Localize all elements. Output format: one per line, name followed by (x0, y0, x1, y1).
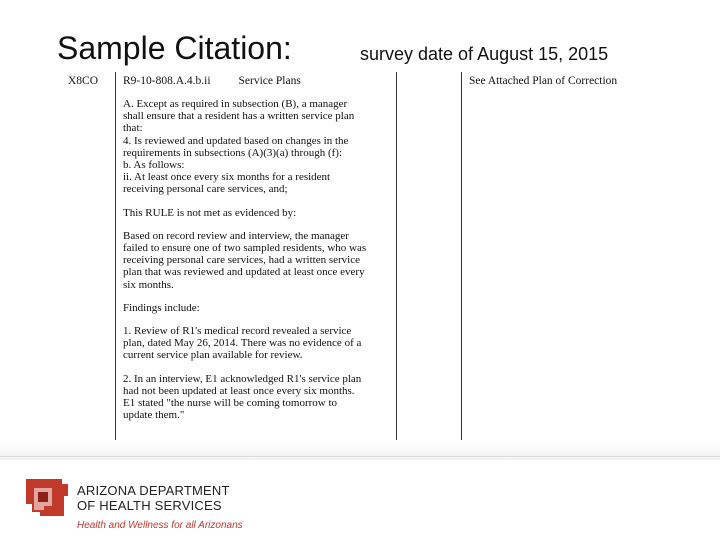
citation-line: Findings include: (123, 301, 200, 314)
citation-line: failed to ensure one of two sampled residents, who was (123, 242, 367, 255)
citation-line: 4. Is reviewed and updated based on changes in the (123, 134, 349, 147)
citation-document (0, 72, 720, 444)
citation-tag: X8CO (68, 75, 99, 87)
citation-line: current service plan available for review. (123, 349, 303, 362)
rule-number: R9-10-808.A.4.b.ii (123, 75, 211, 87)
column-divider (115, 72, 116, 440)
citation-line: receiving personal care services, had a written service (123, 254, 360, 267)
citation-paragraph (123, 302, 391, 314)
citation-line: requirements in subsections (A)(3)(a) through (f): (123, 146, 343, 159)
citation-line: had not been updated at least once every six months. (123, 384, 355, 397)
citation-line: Based on record review and interview, the manager (123, 229, 349, 242)
page-title: Sample Citation: (57, 30, 292, 66)
citation-line: b. As follows: (123, 159, 185, 172)
citation-line: ii. At least once every six months for a resident (123, 171, 331, 184)
citation-line: that: (123, 122, 143, 135)
citation-paragraph (123, 98, 391, 196)
citation-paragraph (123, 325, 391, 362)
citation-line: This RULE is not met as evidenced by: (123, 206, 297, 219)
citation-line: A. Except as required in subsection (B), a manager (123, 98, 348, 110)
survey-date-subtitle: survey date of August 15, 2015 (360, 44, 609, 64)
footer-divider (0, 456, 720, 457)
citation-line: 1. Review of R1's medical record revealed a service (123, 325, 352, 338)
citation-line: plan that was reviewed and updated at least once every (123, 266, 365, 279)
org-name-line2: OF HEALTH SERVICES (77, 498, 222, 513)
column-divider (461, 72, 462, 440)
citation-body (123, 98, 391, 432)
citation-line: E1 stated "the nurse will be coming tomorrow to (123, 397, 338, 410)
citation-paragraph (123, 230, 391, 291)
citation-paragraph (123, 373, 391, 422)
org-tagline: Health and Wellness for all Arizonans (77, 520, 243, 531)
adhs-logo-icon (22, 476, 72, 522)
rule-reference (123, 75, 301, 87)
citation-line: six months. (123, 278, 174, 291)
citation-paragraph (123, 207, 391, 219)
footer-shade (0, 440, 720, 460)
column-divider (396, 72, 397, 440)
citation-line: shall ensure that a resident has a written service plan (123, 110, 355, 123)
citation-line: update them." (123, 409, 185, 422)
citation-line: receiving personal care services, and; (123, 183, 288, 196)
plan-of-correction: See Attached Plan of Correction (469, 75, 618, 87)
org-name-line1: ARIZONA DEPARTMENT (77, 483, 230, 498)
citation-line: plan, dated May 26, 2014. There was no evidence of a (123, 337, 362, 350)
citation-line: 2. In an interview, E1 acknowledged R1's service plan (123, 372, 362, 385)
rule-title: Service Plans (238, 75, 301, 87)
